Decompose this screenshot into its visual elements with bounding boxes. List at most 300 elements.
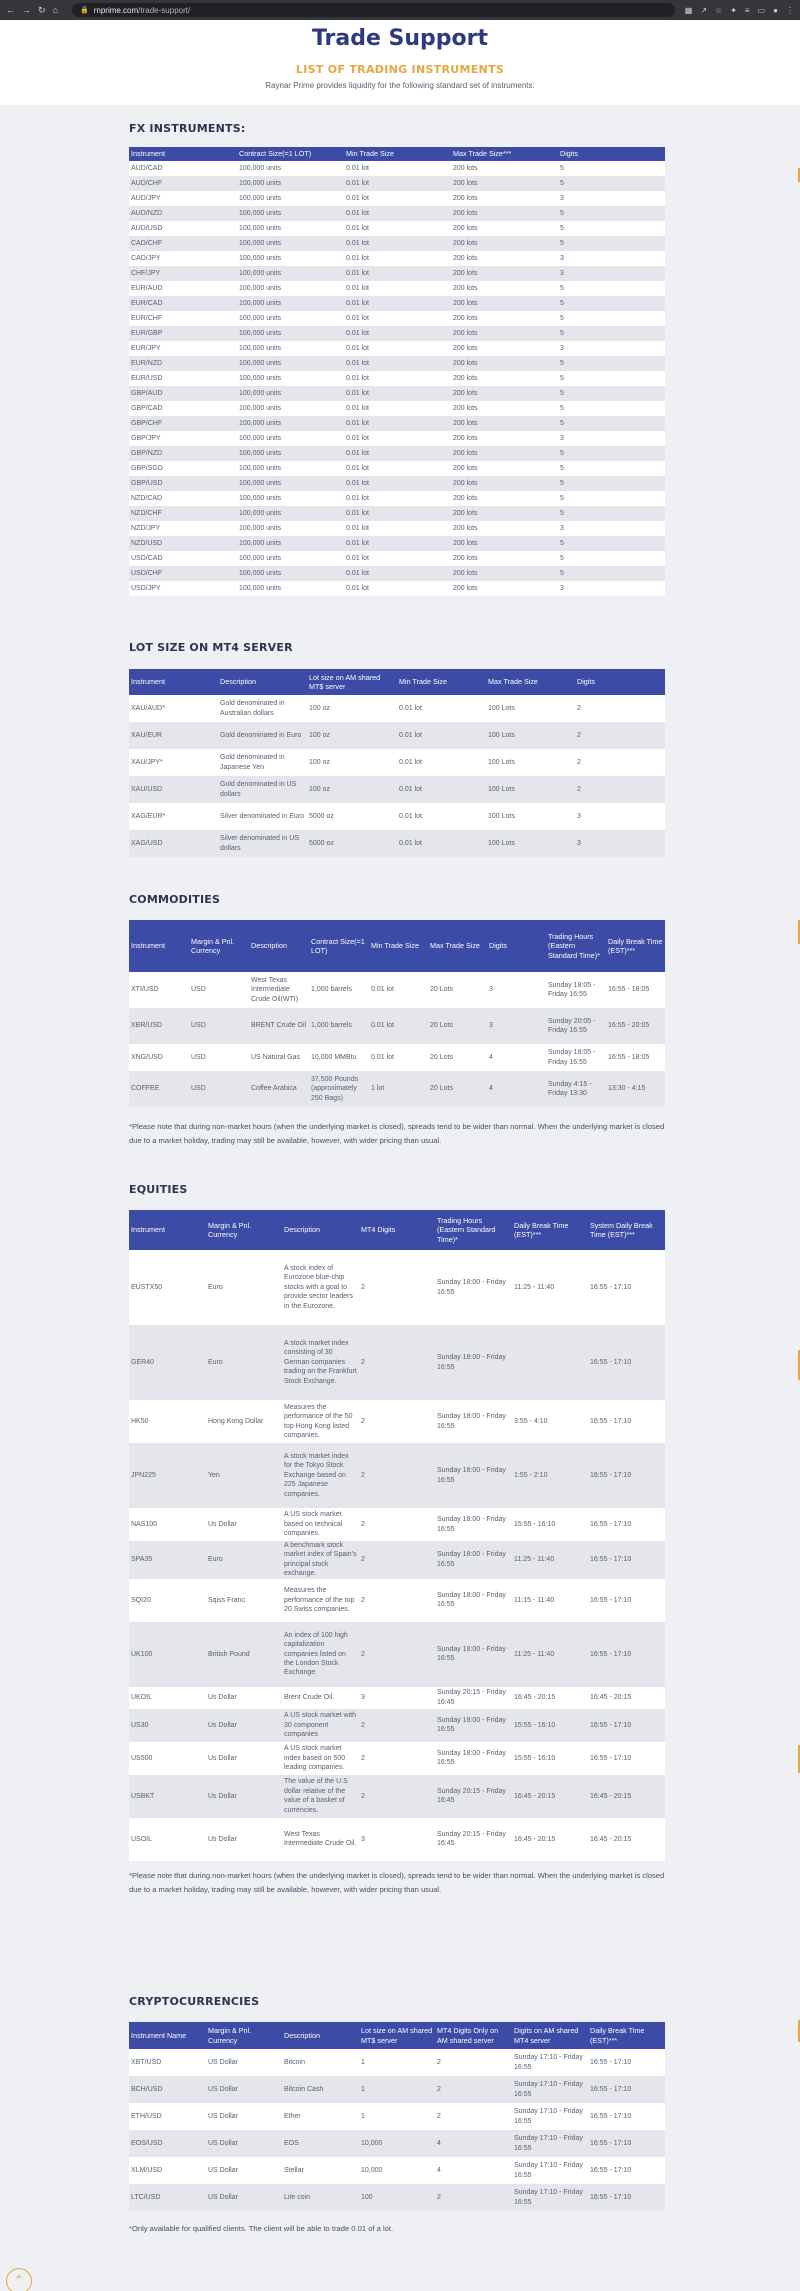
table-cell: 0.01 lot [344, 371, 451, 386]
table-cell: 100 Lots [486, 695, 575, 722]
column-header [610, 147, 665, 161]
table-cell: XBR/USD [129, 1008, 189, 1044]
crypto-section [129, 1995, 665, 2236]
column-header: Instrument [129, 920, 189, 972]
crypto-section-title: CRYPTOCURRENCIES [129, 1995, 260, 2008]
table-cell [610, 566, 665, 581]
table-cell: EUR/JPY [129, 341, 237, 356]
table-cell: Euro [206, 1541, 282, 1579]
table-cell: Gold denominated in Japanese Yen [218, 749, 307, 776]
table-cell: Silver denominated in US dollars [218, 830, 307, 857]
table-cell: US Dollar [206, 2157, 282, 2184]
table-row [129, 1709, 665, 1742]
table-cell: 100 Lots [486, 749, 575, 776]
commodities-section-title: COMMODITIES [129, 893, 221, 906]
table-cell: 100,000 units [237, 476, 344, 491]
column-header: Min Trade Size [369, 920, 428, 972]
table-cell: BRENT Crude Oil [249, 1008, 309, 1044]
column-header: Margin & Pnl. Currency [206, 2022, 282, 2049]
table-cell: USD/CAD [129, 551, 237, 566]
screenshot-icon[interactable]: ▦ [684, 5, 693, 15]
table-cell: 1 [359, 2049, 435, 2076]
browser-nav [6, 5, 72, 16]
commodities-section [129, 893, 665, 1148]
table-cell: 1 [359, 2076, 435, 2103]
table-cell: 0.01 lot [344, 536, 451, 551]
table-cell: 200 lots [451, 431, 558, 446]
chevron-up-icon: ⌃ [13, 2273, 25, 2287]
table-cell: 0.01 lot [369, 972, 428, 1008]
table-cell: 5000 oz [307, 830, 397, 857]
table-row [129, 341, 665, 356]
table-cell: 5 [558, 371, 610, 386]
table-cell: 100,000 units [237, 431, 344, 446]
table-cell: 0.01 lot [344, 506, 451, 521]
table-cell: 2 [575, 695, 665, 722]
table-cell: 200 lots [451, 236, 558, 251]
table-cell: 100 Lots [486, 830, 575, 857]
table-cell: 0.01 lot [344, 281, 451, 296]
table-cell: Lite coin [282, 2184, 359, 2211]
table-row [129, 1400, 665, 1443]
table-cell [610, 581, 665, 596]
table-cell: 0.01 lot [344, 476, 451, 491]
table-cell: 100,000 units [237, 491, 344, 506]
share-icon[interactable]: ↗ [700, 5, 708, 15]
table-row [129, 722, 665, 749]
lot-section [129, 641, 665, 857]
table-cell: 2 [435, 2049, 512, 2076]
table-cell: 100,000 units [237, 581, 344, 596]
table-row [129, 1541, 665, 1579]
table-cell: 200 lots [451, 446, 558, 461]
table-row [129, 2076, 665, 2103]
table-cell: 3 [487, 972, 546, 1008]
table-cell: 200 lots [451, 251, 558, 266]
table-cell: 5 [558, 536, 610, 551]
table-row [129, 1508, 665, 1541]
equities-section-title: EQUITIES [129, 1183, 188, 1196]
table-cell: AUD/USD [129, 221, 237, 236]
table-row [129, 191, 665, 206]
table-cell: 100,000 units [237, 341, 344, 356]
table-row [129, 972, 665, 1008]
table-cell: 100,000 units [237, 536, 344, 551]
table-cell: 5 [558, 476, 610, 491]
column-header: System Daily Break Time (EST)*** [588, 1210, 665, 1250]
table-cell: EOS/USD [129, 2130, 206, 2157]
table-row [129, 2103, 665, 2130]
table-header-row [129, 669, 665, 695]
column-header: Trading Hours (Eastern Standard Time)* [546, 920, 606, 972]
table-cell: 100,000 units [237, 506, 344, 521]
column-header: Instrument [129, 147, 237, 161]
column-header: Trading Hours (Eastern Standard Time)* [435, 1210, 512, 1250]
table-cell: 200 lots [451, 221, 558, 236]
table-header-row [129, 1210, 665, 1250]
table-row [129, 491, 665, 506]
table-row [129, 161, 665, 176]
page-title: Trade Support [311, 26, 489, 51]
table-cell: USD/JPY [129, 581, 237, 596]
table-row [129, 803, 665, 830]
table-cell: 100 Lots [486, 722, 575, 749]
table-cell: 0.01 lot [397, 776, 486, 803]
table-cell: HK50 [129, 1400, 206, 1443]
table-cell: USOIL [129, 1818, 206, 1861]
table-cell: 0.01 lot [369, 1044, 428, 1071]
table-cell: UK100 [129, 1622, 206, 1687]
table-cell: 16:55 - 17:10 [588, 1250, 665, 1325]
table-cell: 3 [558, 191, 610, 206]
table-cell: XNG/USD [129, 1044, 189, 1071]
table-cell: 2 [359, 1775, 435, 1818]
table-row [129, 1579, 665, 1622]
column-header: Instrument [129, 1210, 206, 1250]
table-cell: 200 lots [451, 566, 558, 581]
table-cell: 100,000 units [237, 191, 344, 206]
table-cell: Coffee Arabica [249, 1071, 309, 1107]
table-row [129, 2184, 665, 2211]
table-cell: 16:55 - 17:10 [588, 2157, 665, 2184]
table-row [129, 776, 665, 803]
table-cell: 16:55 - 17:10 [588, 1709, 665, 1742]
table-cell: 1 [359, 2103, 435, 2130]
crypto-note: *Only available for qualified clients. The client will be able to trade 0.01 of a lot. [129, 2224, 394, 2233]
table-cell: Sunday 20:15 - Friday 16:45 [435, 1775, 512, 1818]
table-cell: 2 [359, 1400, 435, 1443]
table-cell: GBP/CHF [129, 416, 237, 431]
column-header: MT4 Digits [359, 1210, 435, 1250]
table-cell: EUR/CAD [129, 296, 237, 311]
table-cell: A US stock market based on technical companies. [282, 1508, 359, 1541]
page-subtitle: LIST OF TRADING INSTRUMENTS [295, 63, 505, 76]
column-header: Margin & Pnl. Currency [206, 1210, 282, 1250]
table-cell: 200 lots [451, 326, 558, 341]
table-cell: 2 [575, 776, 665, 803]
table-cell: 200 lots [451, 581, 558, 596]
table-cell [610, 341, 665, 356]
table-cell: Us Dollar [206, 1818, 282, 1861]
table-row [129, 176, 665, 191]
table-cell: 20 Lots [428, 1044, 487, 1071]
table-row [129, 2157, 665, 2184]
table-cell: GBP/CAD [129, 401, 237, 416]
column-header: Min Trade Size [344, 147, 451, 161]
table-row [129, 326, 665, 341]
lock-icon[interactable]: 🔒 [80, 7, 89, 14]
table-row [129, 311, 665, 326]
table-cell: 200 lots [451, 401, 558, 416]
table-cell: 0.01 lot [344, 341, 451, 356]
table-cell: US30 [129, 1709, 206, 1742]
table-cell [610, 296, 665, 311]
table-cell: 3 [558, 266, 610, 281]
table-cell: 100 oz [307, 749, 397, 776]
table-cell: 2 [359, 1250, 435, 1325]
table-cell: 11:25 - 11:40 [512, 1622, 588, 1687]
table-row [129, 431, 665, 446]
back-arrow-icon[interactable]: ← [6, 4, 15, 15]
table-cell: 0.01 lot [344, 176, 451, 191]
table-cell [610, 221, 665, 236]
forward-arrow-icon[interactable]: → [22, 4, 31, 15]
table-row [129, 401, 665, 416]
table-cell: USBKT [129, 1775, 206, 1818]
table-row [129, 536, 665, 551]
table-cell: EUR/NZD [129, 356, 237, 371]
table-row [129, 1071, 665, 1107]
table-cell: 16:55 - 17:10 [588, 1622, 665, 1687]
table-cell [610, 431, 665, 446]
table-cell [610, 176, 665, 191]
table-cell: 0.01 lot [344, 566, 451, 581]
table-cell: 2 [575, 722, 665, 749]
table-cell: SPA35 [129, 1541, 206, 1579]
table-cell: 16:55 - 17:10 [588, 1325, 665, 1400]
table-cell: Yen [206, 1443, 282, 1508]
table-cell: 11:25 - 11:40 [512, 1541, 588, 1579]
table-cell: Euro [206, 1325, 282, 1400]
column-header: Lot size on AM shared MT$ server [359, 2022, 435, 2049]
table-cell: EUR/GBP [129, 326, 237, 341]
column-header: Instrument [129, 669, 218, 695]
table-cell: US Dollar [206, 2184, 282, 2211]
table-cell: EOS [282, 2130, 359, 2157]
table-cell: 1:55 - 2:10 [512, 1443, 588, 1508]
column-header: Digits [487, 920, 546, 972]
table-cell: Sunday 18:00 - Friday 16:55 [435, 1508, 512, 1541]
table-cell: 10,000 [359, 2157, 435, 2184]
table-cell: Sunday 18:00 - Friday 16:55 [435, 1742, 512, 1775]
table-cell [610, 491, 665, 506]
table-cell: 200 lots [451, 551, 558, 566]
table-cell: USD [189, 1071, 249, 1107]
table-row [129, 521, 665, 536]
table-cell: 1,000 barrels [309, 1008, 369, 1044]
table-cell: A stock market index consisting of 30 German companies trading on the Frankfurt Stock Exchange. [282, 1325, 359, 1400]
sidebar-icon[interactable]: ▭ [757, 5, 766, 15]
table-cell: 0.01 lot [344, 206, 451, 221]
column-header: Lot size on AM shared MT$ server [307, 669, 397, 695]
table-cell: 200 lots [451, 536, 558, 551]
table-cell: XBT/USD [129, 2049, 206, 2076]
table-cell: 4 [487, 1044, 546, 1071]
table-row [129, 830, 665, 857]
table-cell: 5 [558, 416, 610, 431]
table-cell: 2 [435, 2076, 512, 2103]
table-cell: 2 [359, 1742, 435, 1775]
table-cell: 0.01 lot [344, 446, 451, 461]
table-cell: 5 [558, 566, 610, 581]
table-cell: GBP/AUD [129, 386, 237, 401]
table-cell: 5 [558, 311, 610, 326]
table-cell: Sunday 18:00 - Friday 16:55 [435, 1325, 512, 1400]
table-cell: USD [189, 972, 249, 1008]
table-row [129, 356, 665, 371]
table-row [129, 1325, 665, 1400]
reload-icon[interactable]: ↻ [38, 4, 46, 15]
table-row [129, 221, 665, 236]
table-cell: 100 Lots [486, 803, 575, 830]
table-cell: 16:55 - 17:10 [588, 1443, 665, 1508]
table-cell: 16:55 - 17:10 [588, 2076, 665, 2103]
table-cell: Sunday 17:10 - Friday 16:55 [512, 2184, 588, 2211]
table-cell: Sunday 20:15 - Friday 16:45 [435, 1687, 512, 1709]
table-cell: Sunday 18:00 - Friday 16:55 [435, 1541, 512, 1579]
table-cell: 5 [558, 161, 610, 176]
table-cell [610, 401, 665, 416]
table-row [129, 251, 665, 266]
table-cell: 3 [558, 581, 610, 596]
table-cell: US500 [129, 1742, 206, 1775]
table-cell: 16:55 - 18:05 [606, 972, 665, 1008]
table-cell: 16:55 - 17:10 [588, 1508, 665, 1541]
table-cell: NZD/USD [129, 536, 237, 551]
table-cell: 200 lots [451, 521, 558, 536]
table-cell: EUSTX50 [129, 1250, 206, 1325]
table-cell: Sunday 18:00 - Friday 16:55 [435, 1443, 512, 1508]
table-cell [610, 446, 665, 461]
table-cell: 2 [359, 1579, 435, 1622]
profile-icon[interactable]: ● [773, 5, 778, 15]
table-cell: 100 oz [307, 722, 397, 749]
table-cell: Bitcoin Cash [282, 2076, 359, 2103]
table-cell: 100,000 units [237, 161, 344, 176]
table-cell: 100,000 units [237, 266, 344, 281]
table-cell: XAU/EUR [129, 722, 218, 749]
extensions-icon[interactable]: ✦ [730, 5, 737, 15]
table-row [129, 371, 665, 386]
table-cell: 5 [558, 221, 610, 236]
table-cell: US Dollar [206, 2049, 282, 2076]
column-header: Daily Break Time (EST)*** [588, 2022, 665, 2049]
table-cell: XAU/AUD* [129, 695, 218, 722]
table-cell: Sunday 17:10 - Friday 16:55 [512, 2103, 588, 2130]
table-row [129, 296, 665, 311]
table-cell: 200 lots [451, 311, 558, 326]
table-cell: 0.01 lot [397, 695, 486, 722]
table-cell: USD [189, 1008, 249, 1044]
table-cell: US Dollar [206, 2076, 282, 2103]
table-cell: 16:55 - 18:05 [606, 1044, 665, 1071]
table-cell: 4 [435, 2157, 512, 2184]
table-cell [610, 416, 665, 431]
table-cell: A stock market index for the Tokyo Stock Exchange based on 225 Japanese companies. [282, 1443, 359, 1508]
table-cell: 5 [558, 551, 610, 566]
table-cell: NZD/JPY [129, 521, 237, 536]
table-cell [610, 236, 665, 251]
lot-section-title: LOT SIZE ON MT4 SERVER [129, 641, 293, 654]
browser-toolbar [0, 0, 800, 20]
equities-table [129, 1210, 665, 1861]
table-cell: 0.01 lot [344, 296, 451, 311]
table-cell: XAU/USD [129, 776, 218, 803]
column-header: Instrument Name [129, 2022, 206, 2049]
table-cell: 2 [359, 1325, 435, 1400]
table-cell: 200 lots [451, 506, 558, 521]
table-row [129, 551, 665, 566]
table-cell: 0.01 lot [344, 386, 451, 401]
column-header: Digits on AM shared MT4 server [512, 2022, 588, 2049]
table-cell: Sunday 18:00 - Friday 16:55 [435, 1250, 512, 1325]
table-cell: 13:30 - 4:15 [606, 1071, 665, 1107]
table-cell: 1,000 barrels [309, 972, 369, 1008]
menu-icon[interactable]: ⋮ [786, 5, 794, 15]
column-header: Contract Size(=1 LOT) [237, 147, 344, 161]
table-cell: 100,000 units [237, 566, 344, 581]
table-row [129, 266, 665, 281]
table-row [129, 446, 665, 461]
scroll-to-top-button[interactable] [6, 2268, 32, 2291]
table-cell: 200 lots [451, 296, 558, 311]
column-header: Description [282, 1210, 359, 1250]
url-path: /trade-support/ [138, 5, 191, 15]
table-cell: 0.01 lot [344, 461, 451, 476]
table-cell: 16:55 - 17:10 [588, 2049, 665, 2076]
table-cell: 3 [359, 1687, 435, 1709]
reading-list-icon[interactable]: ≡ [744, 5, 750, 15]
table-cell: 2 [359, 1443, 435, 1508]
table-cell: 100,000 units [237, 461, 344, 476]
table-cell: 37,500 Pounds (approximately 250 Bags) [309, 1071, 369, 1107]
star-icon[interactable]: ☆ [715, 5, 723, 15]
table-cell: GBP/JPY [129, 431, 237, 446]
table-cell: 100 Lots [486, 776, 575, 803]
table-cell: BCH/USD [129, 2076, 206, 2103]
table-cell: Brent Crude Oil. [282, 1687, 359, 1709]
table-cell: 16:55 - 20:05 [606, 1008, 665, 1044]
table-cell [610, 536, 665, 551]
table-cell: 5 [558, 386, 610, 401]
address-bar[interactable] [72, 3, 675, 17]
commodities-table [129, 920, 665, 1107]
page-header [0, 20, 800, 105]
table-cell: Us Dollar [206, 1742, 282, 1775]
table-cell: Ether [282, 2103, 359, 2130]
table-cell: 100,000 units [237, 551, 344, 566]
table-cell: Us Dollar [206, 1508, 282, 1541]
table-cell: Sunday 18:00 - Friday 16:55 [435, 1709, 512, 1742]
table-row [129, 206, 665, 221]
table-row [129, 1622, 665, 1687]
browser-actions [685, 6, 794, 15]
table-cell: 0.01 lot [344, 581, 451, 596]
lot-table [129, 669, 665, 857]
table-cell: 20 Lots [428, 1071, 487, 1107]
table-cell [610, 461, 665, 476]
table-cell: Sunday 18:05 - Friday 16:55 [546, 1044, 606, 1071]
table-header-row [129, 2022, 665, 2049]
table-cell: Sunday 18:05 - Friday 16:55 [546, 972, 606, 1008]
column-header: MT4 Digits Only on AM shared server [435, 2022, 512, 2049]
table-cell: 15:55 - 16:10 [512, 1709, 588, 1742]
table-cell: 0.01 lot [344, 551, 451, 566]
table-row [129, 236, 665, 251]
table-cell: 200 lots [451, 476, 558, 491]
column-header: Margin & Pnl. Currency [189, 920, 249, 972]
table-cell [610, 266, 665, 281]
table-cell: SQI20 [129, 1579, 206, 1622]
table-cell: 200 lots [451, 371, 558, 386]
table-cell: XLM/USD [129, 2157, 206, 2184]
table-cell [610, 326, 665, 341]
table-header-row [129, 920, 665, 972]
table-cell: Hong Kong Dollar [206, 1400, 282, 1443]
home-icon[interactable]: ⌂ [52, 4, 58, 15]
table-cell: 0.01 lot [344, 491, 451, 506]
column-header: Max Trade Size*** [451, 147, 558, 161]
